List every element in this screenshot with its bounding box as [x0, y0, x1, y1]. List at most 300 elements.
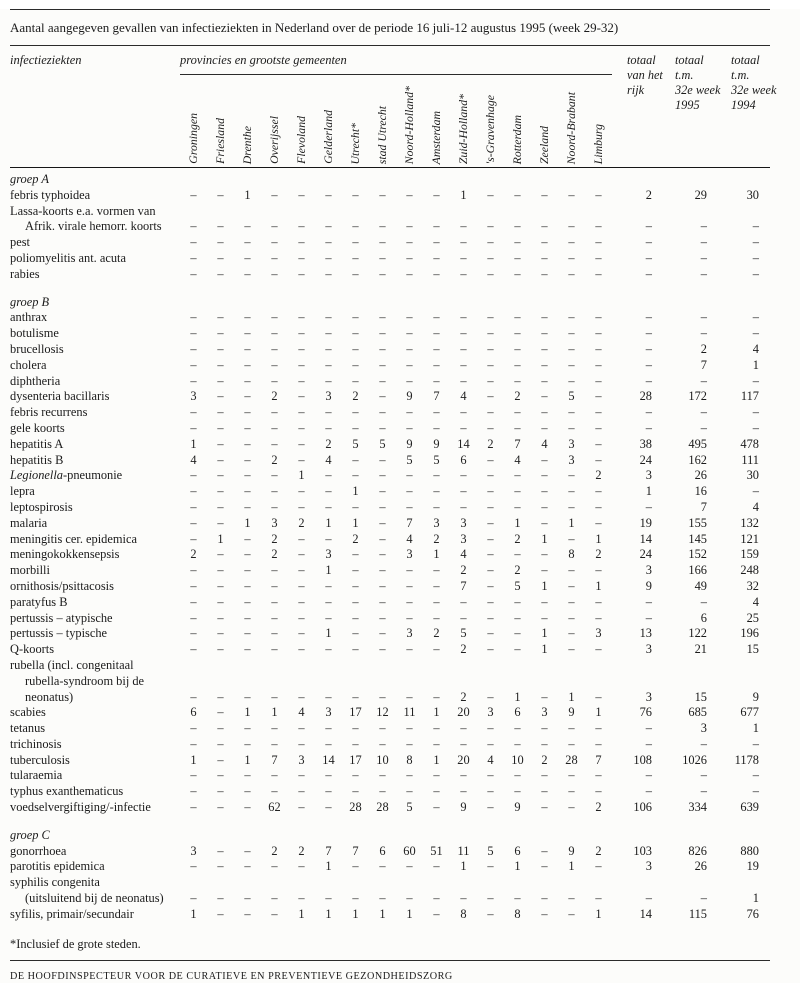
cell-value: –: [190, 266, 197, 281]
cell-value: 1: [595, 906, 602, 921]
cell-value: –: [271, 578, 278, 593]
cell-value: –: [325, 420, 332, 435]
cell-value: 17: [349, 705, 362, 720]
cell-value: –: [217, 515, 224, 530]
cell-value: [504, 658, 531, 674]
cell-value: –: [325, 310, 332, 325]
cell-value: –: [244, 310, 251, 325]
cell-value: –: [190, 310, 197, 325]
cell-value: 7: [460, 578, 467, 593]
row-total: [660, 674, 716, 690]
cell-value: –: [244, 843, 251, 858]
cell-value: –: [298, 578, 305, 593]
row-total: 29: [694, 187, 707, 202]
cell-value: 1: [244, 752, 251, 767]
cell-value: –: [217, 250, 224, 265]
cell-value: 2: [433, 626, 440, 641]
cell-value: –: [595, 436, 602, 451]
cell-value: –: [298, 266, 305, 281]
row-total: 196: [740, 626, 759, 641]
cell-value: 8: [406, 752, 413, 767]
cell-value: 3: [325, 389, 332, 404]
column-header-total-1994: [716, 53, 777, 164]
cell-value: –: [298, 736, 305, 751]
cell-value: –: [433, 800, 440, 815]
cell-value: –: [460, 219, 467, 234]
cell-value: 11: [457, 843, 470, 858]
cell-value: 2: [271, 389, 278, 404]
cell-value: –: [406, 484, 413, 499]
cell-value: –: [568, 326, 575, 341]
table-row: [10, 547, 770, 563]
cell-value: –: [352, 499, 359, 514]
cell-value: 2: [271, 547, 278, 562]
cell-value: –: [217, 784, 224, 799]
cell-value: 10: [511, 752, 524, 767]
row-total: 6: [700, 610, 707, 625]
cell-value: –: [595, 594, 602, 609]
cell-value: –: [433, 405, 440, 420]
province-column-header: [531, 78, 558, 164]
table-row: [10, 753, 770, 769]
row-total: –: [700, 420, 707, 435]
cell-value: [234, 875, 261, 891]
cell-value: –: [433, 187, 440, 202]
province-column-header: [207, 78, 234, 164]
cell-value: –: [568, 341, 575, 356]
cell-value: –: [325, 499, 332, 514]
cell-value: [234, 204, 261, 220]
cell-value: 3: [406, 626, 413, 641]
row-label: poliomyelitis ant. acuta: [10, 250, 126, 265]
cell-value: 5: [514, 578, 521, 593]
cell-value: 2: [460, 642, 467, 657]
cell-value: 2: [595, 547, 602, 562]
cell-value: –: [271, 859, 278, 874]
cell-value: –: [217, 721, 224, 736]
cell-value: –: [487, 721, 494, 736]
table-body: [10, 172, 770, 923]
column-header-total-1995: [660, 53, 721, 164]
cell-value: –: [379, 484, 386, 499]
row-total: 159: [740, 547, 759, 562]
cell-value: [531, 875, 558, 891]
cell-value: 1: [433, 752, 440, 767]
row-total: 4: [752, 594, 759, 609]
cell-value: –: [514, 768, 521, 783]
row-total: 132: [740, 515, 759, 530]
cell-value: –: [244, 484, 251, 499]
row-total: –: [645, 594, 652, 609]
cell-value: –: [325, 594, 332, 609]
cell-value: –: [298, 310, 305, 325]
cell-value: 2: [190, 547, 197, 562]
cell-value: –: [190, 859, 197, 874]
cell-value: –: [541, 187, 548, 202]
cell-value: –: [460, 235, 467, 250]
cell-value: –: [406, 357, 413, 372]
cell-value: –: [568, 499, 575, 514]
table-row: [10, 907, 770, 923]
row-total: [612, 204, 660, 220]
row-total: –: [700, 784, 707, 799]
cell-value: –: [433, 310, 440, 325]
cell-value: [423, 658, 450, 674]
cell-value: –: [433, 235, 440, 250]
row-total: 24: [639, 452, 652, 467]
cell-value: –: [379, 689, 386, 704]
cell-value: –: [379, 341, 386, 356]
cell-value: –: [190, 420, 197, 435]
cell-value: –: [244, 642, 251, 657]
cell-value: –: [325, 891, 332, 906]
cell-value: –: [433, 468, 440, 483]
row-total: –: [645, 250, 652, 265]
totals-header-line: van het: [627, 68, 663, 82]
cell-value: 3: [406, 547, 413, 562]
row-total: 1: [645, 484, 652, 499]
cell-value: [180, 875, 207, 891]
cell-value: –: [217, 578, 224, 593]
cell-value: –: [433, 859, 440, 874]
province-column-label: Rotterdam: [509, 114, 524, 164]
cell-value: –: [298, 531, 305, 546]
cell-value: –: [379, 326, 386, 341]
row-total: 155: [688, 515, 707, 530]
cell-value: –: [244, 891, 251, 906]
cell-value: –: [379, 235, 386, 250]
cell-value: –: [433, 642, 440, 657]
row-total: –: [645, 326, 652, 341]
cell-value: –: [271, 266, 278, 281]
cell-value: –: [352, 468, 359, 483]
row-total: –: [645, 235, 652, 250]
table-row: [10, 500, 770, 516]
cell-value: –: [271, 906, 278, 921]
cell-value: –: [325, 721, 332, 736]
cell-value: –: [514, 736, 521, 751]
cell-value: –: [460, 784, 467, 799]
cell-value: –: [514, 357, 521, 372]
cell-value: –: [595, 266, 602, 281]
cell-value: –: [352, 578, 359, 593]
cell-value: –: [460, 405, 467, 420]
cell-value: 2: [352, 531, 359, 546]
cell-value: –: [379, 373, 386, 388]
row-label: trichinosis: [10, 736, 62, 751]
cell-value: 3: [271, 515, 278, 530]
cell-value: –: [595, 563, 602, 578]
cell-value: 1: [244, 515, 251, 530]
cell-value: –: [325, 235, 332, 250]
cell-value: –: [514, 594, 521, 609]
cell-value: –: [190, 689, 197, 704]
cell-value: [396, 875, 423, 891]
cell-value: [423, 674, 450, 690]
cell-value: [531, 658, 558, 674]
cell-value: [342, 875, 369, 891]
cell-value: –: [595, 405, 602, 420]
table-row: [10, 563, 770, 579]
cell-value: –: [568, 310, 575, 325]
cell-value: –: [190, 468, 197, 483]
cell-value: –: [487, 310, 494, 325]
row-total: [716, 658, 770, 674]
row-label: Afrik. virale hemorr. koorts: [25, 219, 162, 234]
row-total: –: [700, 891, 707, 906]
province-column-header: [504, 78, 531, 164]
cell-value: –: [541, 843, 548, 858]
cell-value: –: [379, 642, 386, 657]
cell-value: –: [325, 266, 332, 281]
province-column-header: [450, 78, 477, 164]
cell-value: –: [298, 389, 305, 404]
cell-value: 1: [379, 906, 386, 921]
cell-value: 2: [298, 843, 305, 858]
row-total: 76: [639, 705, 652, 720]
cell-value: –: [271, 436, 278, 451]
cell-value: –: [595, 235, 602, 250]
cell-value: –: [487, 736, 494, 751]
row-label: hepatitis B: [10, 452, 64, 467]
row-total: 1178: [734, 752, 759, 767]
cell-value: –: [352, 547, 359, 562]
cell-value: –: [325, 768, 332, 783]
cell-value: –: [514, 891, 521, 906]
cell-value: 1: [190, 752, 197, 767]
row-label: parotitis epidemica: [10, 859, 105, 874]
cell-value: –: [433, 326, 440, 341]
document-page: [0, 9, 800, 983]
cell-value: 2: [514, 531, 521, 546]
cell-value: 3: [460, 515, 467, 530]
cell-value: 1: [433, 547, 440, 562]
cell-value: –: [541, 373, 548, 388]
column-header-disease: infectieziekten: [10, 53, 82, 67]
row-total: –: [752, 310, 759, 325]
cell-value: 7: [433, 389, 440, 404]
row-total: 7: [700, 499, 707, 514]
cell-value: –: [352, 563, 359, 578]
cell-value: –: [433, 357, 440, 372]
row-total: 1: [752, 891, 759, 906]
cell-value: 5: [433, 452, 440, 467]
table-header: [10, 53, 777, 168]
table-row: [10, 859, 770, 875]
province-column-label: Noord-Holland*: [401, 85, 416, 164]
cell-value: –: [325, 187, 332, 202]
title-rule: [10, 45, 770, 46]
row-total: –: [752, 420, 759, 435]
cell-value: –: [298, 547, 305, 562]
cell-value: –: [190, 642, 197, 657]
cell-value: 1: [244, 187, 251, 202]
cell-value: –: [460, 499, 467, 514]
cell-value: –: [487, 219, 494, 234]
cell-value: –: [244, 235, 251, 250]
cell-value: [423, 875, 450, 891]
cell-value: [369, 674, 396, 690]
cell-value: –: [541, 768, 548, 783]
cell-value: –: [190, 563, 197, 578]
cell-value: 3: [460, 531, 467, 546]
cell-value: –: [568, 610, 575, 625]
province-column-label: stad Utrecht: [374, 105, 389, 164]
row-total: –: [645, 610, 652, 625]
cell-value: –: [298, 357, 305, 372]
cell-value: –: [595, 187, 602, 202]
row-total: –: [645, 357, 652, 372]
cell-value: –: [487, 373, 494, 388]
cell-value: –: [568, 563, 575, 578]
cell-value: –: [514, 405, 521, 420]
cell-value: –: [325, 689, 332, 704]
cell-value: 1: [433, 705, 440, 720]
cell-value: 7: [352, 843, 359, 858]
row-total: 677: [740, 705, 759, 720]
cell-value: –: [217, 219, 224, 234]
cell-value: –: [595, 736, 602, 751]
row-total: 30: [746, 187, 759, 202]
cell-value: –: [487, 389, 494, 404]
cell-value: –: [379, 405, 386, 420]
cell-value: –: [487, 626, 494, 641]
cell-value: –: [244, 389, 251, 404]
cell-value: 6: [460, 452, 467, 467]
cell-value: [207, 658, 234, 674]
cell-value: –: [406, 310, 413, 325]
province-column-header: [585, 78, 612, 164]
cell-value: –: [298, 187, 305, 202]
cell-value: [315, 674, 342, 690]
row-label: anthrax: [10, 310, 48, 325]
cell-value: –: [352, 250, 359, 265]
cell-value: –: [568, 420, 575, 435]
row-label: lepra: [10, 484, 35, 499]
row-total: 3: [645, 468, 652, 483]
totals-header-line: totaal: [627, 53, 656, 67]
cell-value: –: [271, 689, 278, 704]
cell-value: 1: [271, 705, 278, 720]
cell-value: –: [325, 610, 332, 625]
row-total: 172: [688, 389, 707, 404]
cell-value: –: [379, 452, 386, 467]
province-column-label: Friesland: [212, 118, 227, 164]
row-total: 19: [746, 859, 759, 874]
cell-value: –: [244, 610, 251, 625]
province-column-header: [315, 78, 342, 164]
cell-value: 2: [271, 452, 278, 467]
row-label: rubella-syndroom bij de: [25, 673, 145, 688]
cell-value: 4: [460, 389, 467, 404]
cell-value: –: [379, 219, 386, 234]
cell-value: –: [433, 594, 440, 609]
cell-value: –: [487, 235, 494, 250]
cell-value: –: [406, 891, 413, 906]
cell-value: –: [352, 610, 359, 625]
cell-value: –: [406, 219, 413, 234]
cell-value: 2: [325, 436, 332, 451]
cell-value: –: [595, 484, 602, 499]
cell-value: –: [487, 468, 494, 483]
cell-value: –: [379, 610, 386, 625]
row-total: –: [645, 499, 652, 514]
cell-value: –: [514, 341, 521, 356]
cell-value: –: [514, 235, 521, 250]
cell-value: [450, 875, 477, 891]
cell-value: [315, 204, 342, 220]
cell-value: –: [271, 499, 278, 514]
province-column-header: [369, 78, 396, 164]
cell-value: –: [541, 721, 548, 736]
row-total: 478: [740, 436, 759, 451]
row-total: –: [752, 768, 759, 783]
cell-value: 2: [460, 563, 467, 578]
cell-value: –: [568, 736, 575, 751]
cell-value: –: [271, 642, 278, 657]
cell-value: –: [352, 768, 359, 783]
table-row: [10, 737, 770, 753]
cell-value: –: [379, 250, 386, 265]
row-total: 826: [688, 843, 707, 858]
cell-value: –: [298, 891, 305, 906]
totals-header-line: t.m.: [731, 68, 750, 82]
row-label: pertussis – typische: [10, 626, 108, 641]
cell-value: –: [352, 266, 359, 281]
cell-value: –: [271, 310, 278, 325]
cell-value: –: [406, 187, 413, 202]
cell-value: 1: [541, 626, 548, 641]
cell-value: 5: [568, 389, 575, 404]
cell-value: 10: [376, 752, 389, 767]
cell-value: –: [298, 420, 305, 435]
cell-value: –: [325, 250, 332, 265]
table-row: [10, 705, 770, 721]
cell-value: [342, 658, 369, 674]
cell-value: –: [433, 768, 440, 783]
table-row: [10, 844, 770, 860]
cell-value: –: [568, 906, 575, 921]
row-label: febris recurrens: [10, 405, 88, 420]
row-total: –: [645, 310, 652, 325]
row-total: –: [700, 266, 707, 281]
cell-value: –: [298, 326, 305, 341]
cell-value: 4: [514, 452, 521, 467]
row-label: botulisme: [10, 326, 59, 341]
row-total: 24: [639, 547, 652, 562]
cell-value: –: [298, 626, 305, 641]
bottom-rule: [10, 960, 770, 961]
cell-value: –: [487, 499, 494, 514]
cell-value: [207, 674, 234, 690]
cell-value: –: [595, 859, 602, 874]
row-total: 106: [633, 800, 652, 815]
cell-value: –: [514, 266, 521, 281]
cell-value: –: [325, 341, 332, 356]
cell-value: 9: [568, 705, 575, 720]
cell-value: 1: [352, 906, 359, 921]
row-label: gonorrhoea: [10, 843, 67, 858]
cell-value: –: [379, 563, 386, 578]
cell-value: –: [514, 626, 521, 641]
cell-value: –: [190, 235, 197, 250]
cell-value: [369, 204, 396, 220]
cell-value: –: [406, 250, 413, 265]
cell-value: –: [190, 610, 197, 625]
cell-value: –: [379, 187, 386, 202]
cell-value: –: [514, 547, 521, 562]
cell-value: 2: [271, 531, 278, 546]
